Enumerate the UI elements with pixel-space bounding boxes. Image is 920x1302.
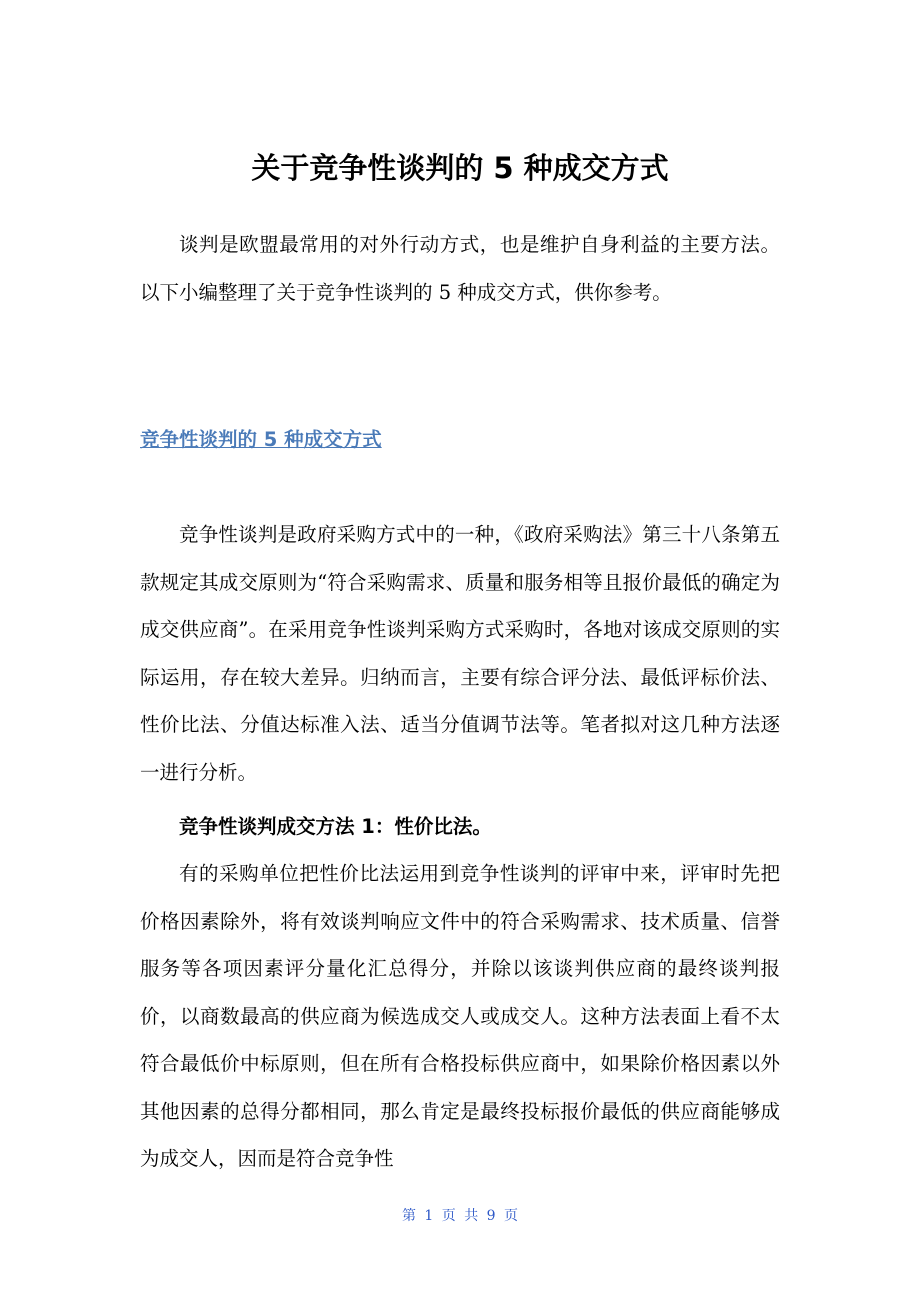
section-heading-link[interactable]: 竞争性谈判的 5 种成交方式 — [140, 428, 382, 451]
document-title: 关于竞争性谈判的 5 种成交方式 — [251, 151, 669, 185]
intro-paragraph: 谈判是欧盟最常用的对外行动方式，也是维护自身利益的主要方法。以下小编整理了关于竞争性谈判的 5 种成交方式，供你参考。 — [140, 233, 780, 304]
body-paragraph-2: 有的采购单位把性价比法运用到竞争性谈判的评审中来，评审时先把价格因素除外，将有效谈判响应文件中的符合采购需求、技术质量、信誉服务等各项因素评分量化汇总得分，并除以该谈判供应商的最终谈判报价，以商数最高的供应商为候选成交人或成交人。这种方法表面上看不太符合最低价中标原则，但在所有合格投标供应商中，如果除价格因素以外其他因素的总得分都相同，那么肯定是最终投标报价最低的供应商能够成为成交人，因而是符合竞争性 — [140, 862, 780, 1170]
body-paragraph-1: 竞争性谈判是政府采购方式中的一种，《政府采购法》第三十八条第五款规定其成交原则为“符合采购需求、质量和服务相等且报价最低的确定为成交供应商”。在采用竞争性谈判采购方式采购时，各地对该成交原则的实际运用，存在较大差异。归纳而言，主要有综合评分法、最低评标价法、性价比法、分值达标准入法、适当分值调节法等。笔者拟对这几种方法逐一进行分析。 — [140, 523, 780, 784]
method-1-heading: 竞争性谈判成交方法 1：性价比法。 — [179, 815, 492, 838]
page-indicator: 第 1 页 共 9 页 — [401, 1208, 519, 1224]
